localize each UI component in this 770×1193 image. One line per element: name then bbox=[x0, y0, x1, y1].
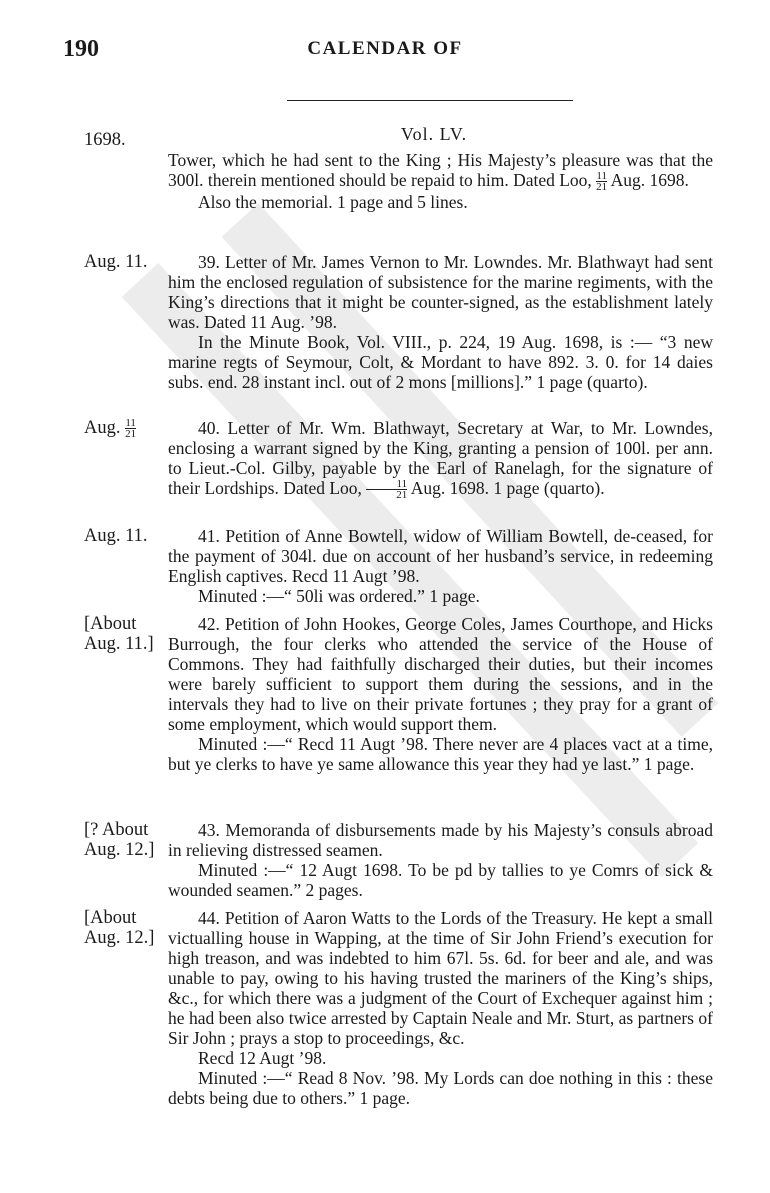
entry-text: 42. Petition of John Hookes, George Coles, James Courthope, and Hicks Burrough, the four clerks who attended the service of the House of Commons. They had faithfully discharged their duties, but their incomes were barely sufficient to support them during the sessions, and in the intervals they had to live on their private fortunes ; they pray for a grant of some employment, which would support them. bbox=[168, 614, 713, 734]
entry-note: In the Minute Book, Vol. VIII., p. 224, 19 Aug. 1698, is :— “3 new marine regts of Seymour, Colt, & Mordant to have 892. 3. 0. for 14 daies subs. end. 28 instant incl. out of 2 mons [millions].” 1 page (quarto). bbox=[168, 332, 713, 392]
entry-note: Minuted :—“ Recd 11 Augt ’98. There never are 4 places vact at a time, but ye clerks to have ye same allowance this year they had ye last.” 1 page. bbox=[168, 734, 713, 774]
date-fraction: $\frac{11}{21}$ bbox=[366, 479, 407, 500]
continuation-entry bbox=[168, 150, 713, 212]
page-number: 190 bbox=[63, 36, 99, 62]
volume-heading: Vol. LV. bbox=[400, 124, 468, 144]
continuation-extra: Also the memorial. 1 page and 5 lines. bbox=[198, 192, 468, 213]
entry-note: Minuted :—“ 50li was ordered.” 1 page. bbox=[198, 586, 480, 606]
entry-42 bbox=[168, 614, 713, 774]
entry-date: [About Aug. 11.] bbox=[84, 614, 154, 654]
entry-text: 40. Letter of Mr. Wm. Blathwayt, Secretary at War, to Mr. Lowndes, enclosing a warrant signed by the King, granting a pension of 100l. per ann. to Lieut.-Col. Gilby, payable by the Earl of Ranelagh, for the signature of their Lordships. Dated Loo, $\frac{11}{21}$ Aug. 1698. 1 page (quarto). bbox=[168, 418, 713, 502]
year-marker: 1698. bbox=[84, 130, 126, 150]
entry-date: Aug. 11. bbox=[84, 252, 148, 272]
entry-41 bbox=[168, 526, 713, 606]
entry-date: [About Aug. 12.] bbox=[84, 908, 155, 948]
header-rule bbox=[287, 100, 573, 101]
entry-text: 39. Letter of Mr. James Vernon to Mr. Lowndes. Mr. Blathwayt had sent him the enclosed regulation of subsistence for the marine regiments, with the King’s directions that it might be counter-signed, as the establishment lately was. Dated 11 Aug. ’98. bbox=[168, 252, 713, 332]
entry-received: Recd 12 Augt ’98. bbox=[198, 1048, 327, 1068]
entry-note: Minuted :—“ 12 Augt 1698. To be pd by tallies to ye Comrs of sick & wounded seamen.” 2 pages. bbox=[168, 860, 713, 900]
entry-date: Aug. $\frac{11}{21}$ bbox=[84, 417, 137, 441]
entry-date: [? About Aug. 12.] bbox=[84, 820, 155, 860]
entry-note: Minuted :—“ Read 8 Nov. ’98. My Lords can doe nothing in this : these debts being due to others.” 1 page. bbox=[168, 1068, 713, 1108]
entry-39 bbox=[168, 252, 713, 392]
running-title: CALENDAR OF bbox=[307, 38, 463, 59]
entry-date: Aug. 11. bbox=[84, 526, 148, 546]
entry-text: 41. Petition of Anne Bowtell, widow of William Bowtell, de-ceased, for the payment of 304l. due on account of her husband’s service, in redeeming English captives. Recd 11 Augt ’98. bbox=[168, 526, 713, 586]
date-fraction: $\frac{11}{21}$ bbox=[125, 417, 137, 441]
date-fraction: $\frac{11}{21}$ bbox=[596, 170, 608, 194]
entry-40 bbox=[168, 418, 713, 500]
entry-44 bbox=[168, 908, 713, 1108]
entry-text: 44. Petition of Aaron Watts to the Lords of the Treasury. He kept a small victualling house in Wapping, at the time of Sir John Friend’s execution for high treason, and was indebted to him 67l. 5s. 6d. for beer and ale, and was unable to pay, owing to his having trusted the mariners of the King’s ships, &c., for which there was a judgment of the Court of Exchequer against him ; he had been also twice arrested by Captain Neale and Mr. Sturt, as partners of Sir John ; prays a stop to proceedings, &c. bbox=[168, 908, 713, 1048]
continuation-text: Tower, which he had sent to the King ; His Majesty’s pleasure was that the 300l. therein mentioned should be repaid to him. Dated Loo, $\frac{11}{21}$ Aug. 1698. bbox=[168, 150, 713, 194]
entry-text: 43. Memoranda of disbursements made by his Majesty’s consuls abroad in relieving distressed seamen. bbox=[168, 820, 713, 860]
entry-43 bbox=[168, 820, 713, 900]
